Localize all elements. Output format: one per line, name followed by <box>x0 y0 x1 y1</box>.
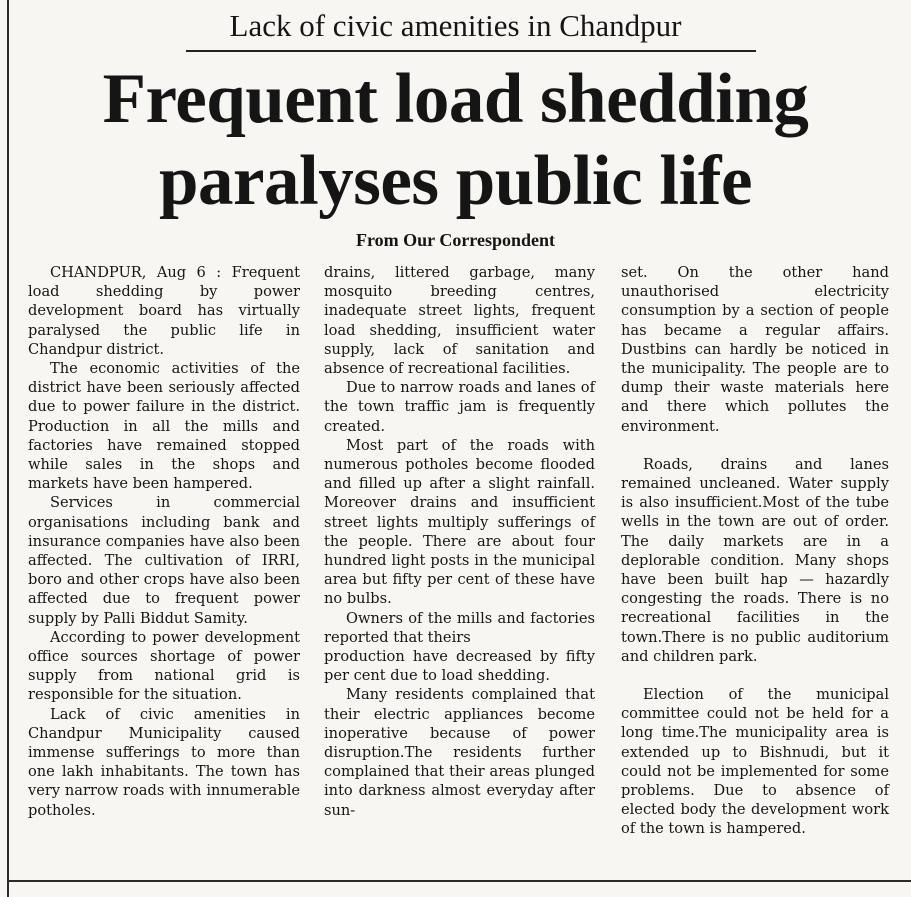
paragraph: Owners of the mills and factories reported that theirs <box>324 609 595 646</box>
byline: From Our Correspondent <box>355 230 555 250</box>
paragraph: CHANDPUR, Aug 6 : Frequent load shedding by power development board has virtually paralysed the public life in Chandpur district. <box>28 264 300 358</box>
headline-line-2: paralyses public life <box>158 142 753 220</box>
article-column-3 <box>621 263 889 839</box>
article-column-1 <box>28 263 300 820</box>
paragraph: drains, littered garbage, many mosquito breeding centres, inadequate street lights, frequent load shedding, insufficient water supply, lack of sanitation and absence of recreational facilities. <box>324 264 595 378</box>
paragraph: Election of the municipal committee could not be held for a long time.The municipality area is extended up to Bishnudi, but it could not be implemented for some problems. Due to absence of elected body the development work of the town is hampered. <box>621 686 889 838</box>
paragraph: production have decreased by fifty per cent due to load shedding. <box>324 648 595 685</box>
paragraph: Roads, drains and lanes remained uncleaned. Water supply is also insufficient.Most of the tube wells in the town are out of order. The daily markets are in a deplorable condition. Many shops have been built hap — hazardly congesting the roads. There is no recreational facilities in the town.There is no public auditorium and children park. <box>621 455 889 665</box>
paragraph: Most part of the roads with numerous potholes become flooded and filled up after a slight rainfall. Moreover drains and insufficient street lights multiply sufferings of the people. There are about four hundred light posts in the municipal area but fifty per cent of these have no bulbs. <box>324 436 595 608</box>
main-headline <box>0 58 911 222</box>
paragraph: Due to narrow roads and lanes of the town traffic jam is frequently created. <box>324 379 595 435</box>
kicker-headline: Lack of civic amenities in Chandpur <box>229 8 682 43</box>
paragraph-gap <box>621 666 889 685</box>
paragraph: According to power development office sources shortage of power supply from national grid is responsible for the situation. <box>28 628 300 704</box>
bottom-rule <box>7 880 911 882</box>
headline-line-1: Frequent load shedding <box>102 60 809 138</box>
article-column-2 <box>324 263 595 820</box>
paragraph-gap <box>621 436 889 455</box>
paragraph: Lack of civic amenities in Chandpur Municipality caused immense sufferings to more than one lakh inhabitants. The town has very narrow roads with innumerable potholes. <box>28 705 300 819</box>
paragraph: Services in commercial organisations including bank and insurance companies have also been affected. The cultivation of IRRI, boro and other crops have also been affected due to frequent power supply by Palli Biddut Samity. <box>28 494 300 627</box>
kicker-underline <box>186 50 756 52</box>
paragraph: Many residents complained that their electric appliances become inoperative because of power disruption.The residents further complained that their areas plunged into darkness almost everyday after sun- <box>324 686 595 819</box>
paragraph: set. On the other hand unauthorised electricity consumption by a section of people has became a regular affairs. Dustbins can hardly be noticed in the municipality. The people are to dump their waste materials here and there which pollutes the environment. <box>621 264 889 435</box>
paragraph: The economic activities of the district have been seriously affected due to power failure in the district. Production in all the mills and factories have remained stopped while sales in the shops and markets have been hampered. <box>28 360 300 493</box>
